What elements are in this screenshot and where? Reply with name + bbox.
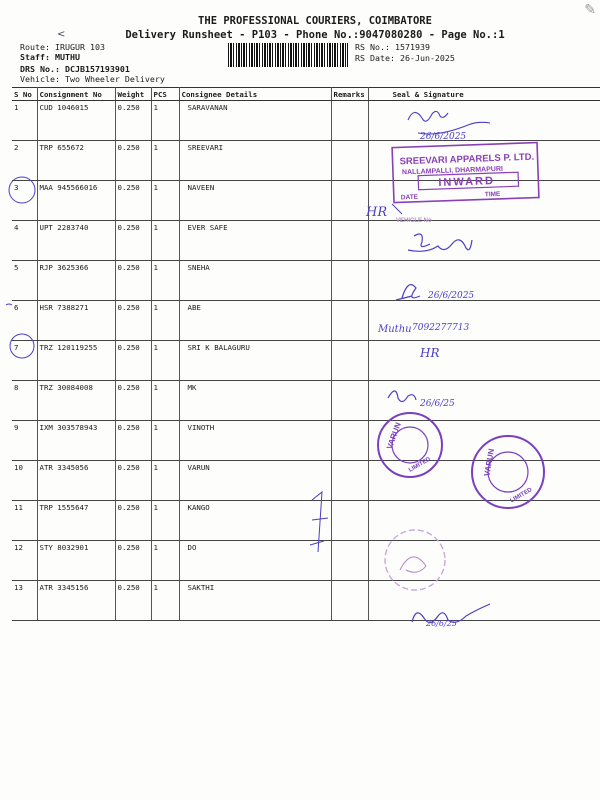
cell-consignment: IXM 303578943 — [37, 421, 115, 461]
page-title: THE PROFESSIONAL COURIERS, COIMBATORE — [198, 15, 432, 27]
column-header: Consignee Details — [179, 88, 331, 101]
signature-date-row-8: 26/6/25 — [420, 399, 455, 409]
cell-weight: 0.250 — [115, 381, 151, 421]
cell-sno: 1 — [12, 101, 37, 141]
cell-sno: 13 — [12, 581, 37, 621]
table-row — [12, 301, 600, 341]
table-row — [12, 461, 600, 501]
stamp-vehicle-label: VEHICLE No — [396, 218, 432, 224]
table-header-row — [12, 88, 600, 101]
cell-seal-signature — [368, 541, 600, 581]
cell-seal-signature — [368, 141, 600, 181]
cell-remarks — [331, 141, 368, 181]
cell-consignment: MAA 945566016 — [37, 181, 115, 221]
route-info: Route: IRUGUR 103 — [20, 42, 105, 52]
cell-consignment: TRZ 120119255 — [37, 341, 115, 381]
column-header: Weight — [115, 88, 151, 101]
cell-sno: 6 — [12, 301, 37, 341]
cell-consignee: DO — [179, 541, 331, 581]
cell-weight: 0.250 — [115, 421, 151, 461]
cell-sno: 4 — [12, 221, 37, 261]
cell-seal-signature — [368, 501, 600, 541]
cell-weight: 0.250 — [115, 341, 151, 381]
route-value: IRUGUR 103 — [54, 42, 105, 52]
cell-weight: 0.250 — [115, 501, 151, 541]
staff-info: Staff: MUTHU — [20, 52, 80, 62]
table-row — [12, 421, 600, 461]
handwritten-note-row-3: HR — [366, 205, 388, 220]
cell-sno: 5 — [12, 261, 37, 301]
cell-weight: 0.250 — [115, 581, 151, 621]
table-row — [12, 261, 600, 301]
cell-weight: 0.250 — [115, 141, 151, 181]
rs-date-info: RS Date: 26-Jun-2025 — [355, 53, 455, 63]
column-header: Remarks — [331, 88, 368, 101]
cell-pcs: 1 — [151, 461, 179, 501]
stamp-inward: INWARD — [438, 175, 496, 190]
table-row — [12, 101, 600, 141]
cell-weight: 0.250 — [115, 541, 151, 581]
cell-pcs: 1 — [151, 261, 179, 301]
cell-remarks — [331, 581, 368, 621]
cell-consignee: VARUN — [179, 461, 331, 501]
cell-pcs: 1 — [151, 381, 179, 421]
round-stamp-name: VARUN — [482, 447, 497, 477]
cell-pcs: 1 — [151, 341, 179, 381]
column-header: PCS — [151, 88, 179, 101]
cell-pcs: 1 — [151, 141, 179, 181]
cell-weight: 0.250 — [115, 221, 151, 261]
cell-sno: 9 — [12, 421, 37, 461]
table-row — [12, 581, 600, 621]
cell-consignment: RJP 3625366 — [37, 261, 115, 301]
rs-date-value: 26-Jun-2025 — [399, 53, 455, 63]
rs-number-value: 1571939 — [394, 42, 430, 52]
stamp-company: SREEVARI APPARELS P. LTD. — [399, 151, 535, 168]
cell-seal-signature — [368, 381, 600, 421]
cell-seal-signature — [368, 221, 600, 261]
stamp-date-label: DATE — [400, 193, 419, 202]
table-row — [12, 221, 600, 261]
page-subtitle: Delivery Runsheet - P103 - Phone No.:9047080280 - Page No.:1 — [125, 29, 505, 41]
stamp-location: NALLAMPALLI, DHARMAPURI — [401, 165, 504, 177]
cell-consignment: HSR 7388271 — [37, 301, 115, 341]
cell-consignment: STY 8032901 — [37, 541, 115, 581]
cell-remarks — [331, 381, 368, 421]
cell-consignee: MK — [179, 381, 331, 421]
cell-consignee: KANGO — [179, 501, 331, 541]
cell-sno: 11 — [12, 501, 37, 541]
round-stamp-suffix: LIMITED — [509, 487, 534, 505]
column-header: Seal & Signature — [368, 88, 600, 101]
cell-pcs: 1 — [151, 181, 179, 221]
cell-sno: 12 — [12, 541, 37, 581]
cell-sno: 2 — [12, 141, 37, 181]
drs-value: DCJB157193901 — [64, 64, 130, 74]
stamp-time-label: TIME — [484, 190, 501, 199]
signature-date-row-13: 26/6/25 — [426, 619, 457, 628]
cell-consignee: SRI K BALAGURU — [179, 341, 331, 381]
cell-weight: 0.250 — [115, 181, 151, 221]
cell-pcs: 1 — [151, 421, 179, 461]
round-stamp-name: VARUN — [384, 421, 403, 451]
handwritten-note-row-6: Muthu — [378, 324, 412, 335]
cell-remarks — [331, 341, 368, 381]
cell-consignment: TRZ 30084008 — [37, 381, 115, 421]
table-row — [12, 181, 600, 221]
cell-remarks — [331, 221, 368, 261]
cell-seal-signature — [368, 461, 600, 501]
cell-consignee: VINOTH — [179, 421, 331, 461]
cell-consignee: NAVEEN — [179, 181, 331, 221]
cell-pcs: 1 — [151, 501, 179, 541]
cell-seal-signature — [368, 301, 600, 341]
vehicle-value: Two Wheeler Delivery — [64, 74, 165, 84]
cell-consignee: SAKTHI — [179, 581, 331, 621]
cell-pcs: 1 — [151, 101, 179, 141]
cell-remarks — [331, 421, 368, 461]
column-header: S No — [12, 88, 37, 101]
cell-seal-signature — [368, 101, 600, 141]
table-row — [12, 541, 600, 581]
cell-remarks — [331, 261, 368, 301]
cell-seal-signature — [368, 581, 600, 621]
cell-consignee: SNEHA — [179, 261, 331, 301]
cell-consignment: TRP 655672 — [37, 141, 115, 181]
cell-sno: 3 — [12, 181, 37, 221]
cell-consignee: EVER SAFE — [179, 221, 331, 261]
column-header: Consignment No — [37, 88, 115, 101]
cell-consignment: ATR 3345156 — [37, 581, 115, 621]
cell-seal-signature — [368, 421, 600, 461]
barcode — [228, 43, 348, 67]
runsheet-table — [12, 87, 600, 621]
round-stamp-suffix: LIMITED — [408, 456, 432, 474]
cell-remarks — [331, 501, 368, 541]
cell-sno: 7 — [12, 341, 37, 381]
signature-date-row-1: 26/6/2025 — [420, 132, 467, 142]
rs-number-info: RS No.: 1571939 — [355, 42, 430, 52]
table-row — [12, 341, 600, 381]
cell-remarks — [331, 301, 368, 341]
cell-weight: 0.250 — [115, 461, 151, 501]
cell-consignee: ABE — [179, 301, 331, 341]
staff-value: MUTHU — [54, 52, 80, 62]
handwritten-phone-row-6: 7092277713 — [412, 323, 470, 333]
cell-consignment: UPT 2283740 — [37, 221, 115, 261]
handwritten-note-row-7: HR — [420, 346, 440, 360]
cell-pcs: 1 — [151, 221, 179, 261]
cell-consignment: CUD 1046015 — [37, 101, 115, 141]
cell-weight: 0.250 — [115, 101, 151, 141]
folded-corner-icon: ✎ — [584, 2, 596, 18]
tick-mark-icon: < — [57, 29, 66, 40]
table-row — [12, 501, 600, 541]
cell-pcs: 1 — [151, 301, 179, 341]
cell-remarks — [331, 181, 368, 221]
cell-remarks — [331, 101, 368, 141]
cell-pcs: 1 — [151, 541, 179, 581]
signature-date-row-5: 26/6/2025 — [428, 291, 475, 301]
cell-seal-signature — [368, 341, 600, 381]
cell-seal-signature — [368, 261, 600, 301]
cell-consignee: SARAVANAN — [179, 101, 331, 141]
cell-seal-signature — [368, 181, 600, 221]
cell-remarks — [331, 541, 368, 581]
cell-consignment: TRP 1555647 — [37, 501, 115, 541]
cell-weight: 0.250 — [115, 301, 151, 341]
cell-pcs: 1 — [151, 581, 179, 621]
cell-consignment: ATR 3345056 — [37, 461, 115, 501]
table-row — [12, 141, 600, 181]
cell-remarks — [331, 461, 368, 501]
cell-weight: 0.250 — [115, 261, 151, 301]
table-row — [12, 381, 600, 421]
cell-sno: 10 — [12, 461, 37, 501]
cell-consignee: SREEVARI — [179, 141, 331, 181]
vehicle-info: Vehicle: Two Wheeler Delivery — [20, 74, 165, 84]
drs-info: DRS No.: DCJB157193901 — [20, 64, 130, 74]
cell-sno: 8 — [12, 381, 37, 421]
